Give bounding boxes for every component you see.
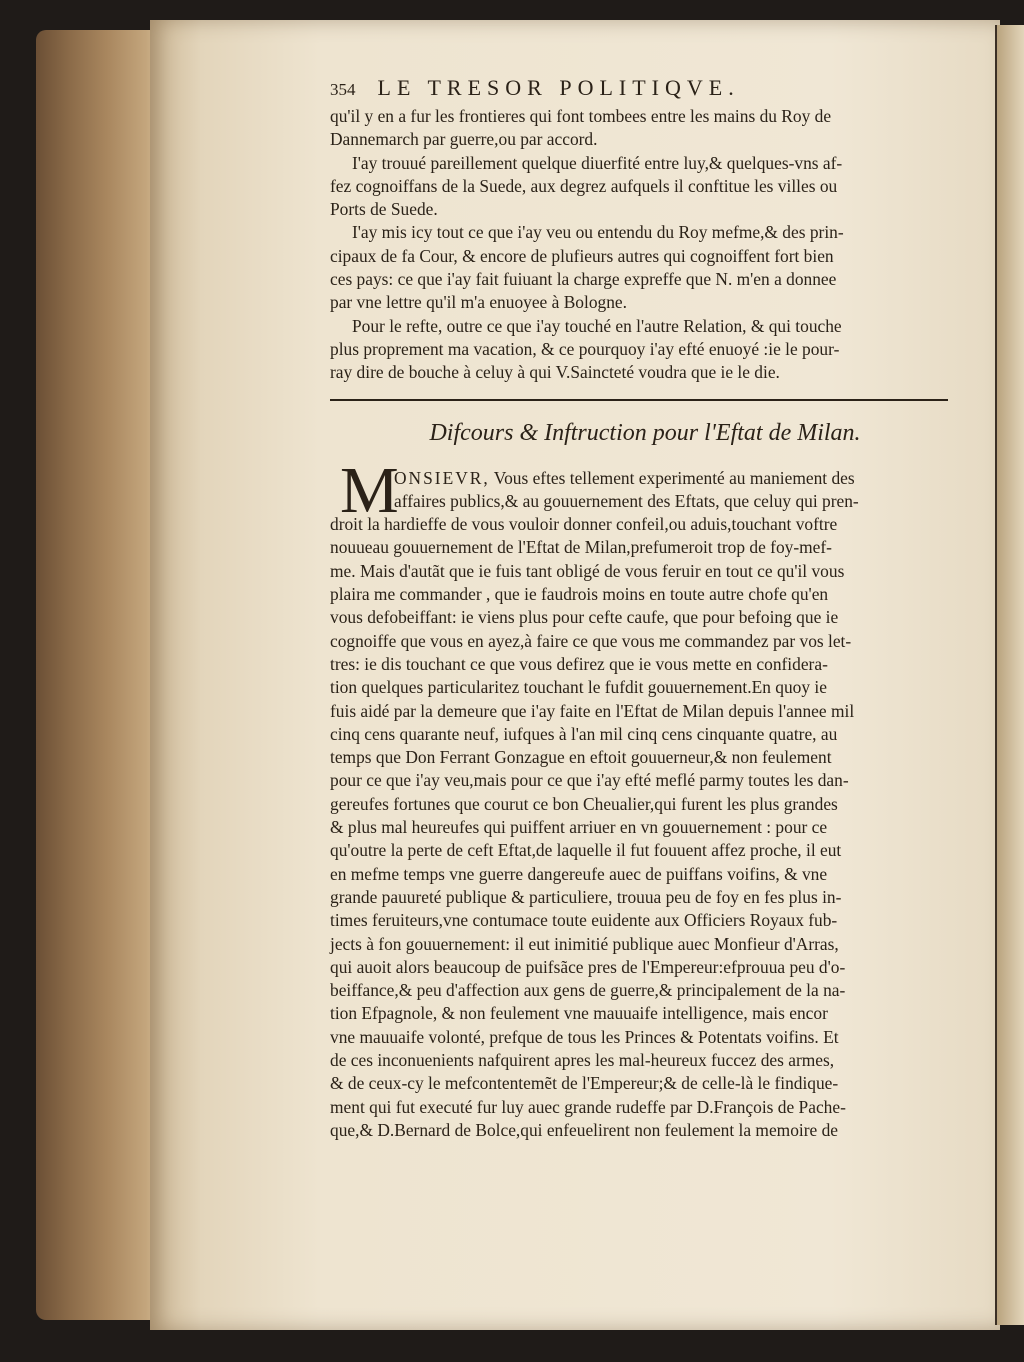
section-divider xyxy=(330,399,948,401)
text-line: par vne lettre qu'il m'a enuoyee à Bologne. xyxy=(330,292,627,313)
text-line: I'ay mis icy tout ce que i'ay veu ou entendu du Roy mefme,& des prin- xyxy=(352,222,844,243)
text-line: fez cognoiffans de la Suede, aux degrez aufquels il conftitue les villes ou xyxy=(330,175,838,196)
text-line: ray dire de bouche à celuy à qui V.Saincteté voudra que ie le die. xyxy=(330,362,780,383)
running-header xyxy=(330,75,960,105)
text-line: & plus mal heureufes qui puiffent arriuer en vn gouuernement : pour ce xyxy=(330,817,828,838)
text-line: nouueau gouuernement de l'Eftat de Milan,prefumeroit trop de foy-mef- xyxy=(330,537,832,558)
facing-page-edge xyxy=(995,25,1024,1325)
text-line: plus proprement ma vacation, & ce pourquoy i'ay efté enuoyé :ie le pour- xyxy=(330,338,840,359)
text-line: qui auoit alors beaucoup de puifsãce pres de l'Empereur:efprouua peu d'o- xyxy=(330,956,846,977)
text-line: droit la hardieffe de vous vouloir donner confeil,ou aduis,touchant voftre xyxy=(330,514,838,535)
discours-text xyxy=(330,453,960,1143)
text-line: qu'outre la perte de ceft Eftat,de laquelle il fut fouuent affez proche, il eut xyxy=(330,840,842,861)
text-line: Pour le refte, outre ce que i'ay touché en l'autre Relation, & qui touche xyxy=(352,315,842,336)
paragraph-continuation xyxy=(330,105,960,152)
text-line: cipaux de fa Cour, & encore de plufieurs autres qui cognoiffent fort bien xyxy=(330,245,834,266)
text-line: gereufes fortunes que courut ce bon Cheualier,qui furent les plus grandes xyxy=(330,793,838,814)
text-fragment: Vous eftes tellement experimenté au maniement des xyxy=(489,467,855,488)
paragraph xyxy=(330,315,960,385)
text-line: cinq cens quarante neuf, iufques à l'an mil cinq cens cinquante quatre, au xyxy=(330,723,838,744)
page-number: 354 xyxy=(330,80,356,99)
text-line: fuis aidé par la demeure que i'ay faite en l'Eftat de Milan depuis l'annee mil xyxy=(330,700,855,721)
text-line: me. Mais d'autãt que ie fuis tant obligé de vous feruir en tout ce qu'il vous xyxy=(330,560,845,581)
paragraph xyxy=(330,221,960,314)
text-line: que,& D.Bernard de Bolce,qui enfeuelirent non feulement la memoire de xyxy=(330,1119,839,1140)
text-line: times feruiteurs,vne contumace toute euidente aux Officiers Royaux fub- xyxy=(330,910,838,931)
text-line: qu'il y en a fur les frontieres qui font tombees entre les mains du Roy de xyxy=(330,106,832,126)
text-line xyxy=(330,467,960,490)
text-line: affaires publics,& au gouuernement des Eftats, que celuy qui pren- xyxy=(394,490,859,511)
drop-cap: M xyxy=(340,453,399,527)
text-line: en mefme temps vne guerre dangereufe auec de puiffans voifins, & vne xyxy=(330,863,828,884)
text-line: pour ce que i'ay veu,mais pour ce que i'ay efté meflé parmy toutes les dan- xyxy=(330,770,849,791)
text-line: I'ay trouué pareillement quelque diuerfité entre luy,& quelques-vns af- xyxy=(352,152,843,173)
text-line: Ports de Suede. xyxy=(330,199,438,220)
text-line: de ces inconuenients nafquirent apres les mal-heureux fuccez des armes, xyxy=(330,1049,835,1070)
opening-word: ONSIEVR, xyxy=(394,467,490,488)
paragraph xyxy=(330,152,960,222)
text-line: tres: ie dis touchant ce que vous defirez que ie vous mette en confidera- xyxy=(330,653,828,674)
text-line: ces pays: ce que i'ay fait fuiuant la charge expreffe que N. m'en a donnee xyxy=(330,269,837,290)
section-title: Difcours & Inftruction pour l'Eftat de Milan. xyxy=(429,419,861,446)
text-line: beiffance,& peu d'affection aux gens de guerre,& principalement de la na- xyxy=(330,980,846,1001)
text-line: & de ceux-cy le mefcontentemẽt de l'Empereur;& de celle-là le findique- xyxy=(330,1073,839,1094)
text-line: Dannemarch par guerre,ou par accord. xyxy=(330,129,598,150)
text-line: tion Efpagnole, & non feulement vne mauuaife intelligence, mais encor xyxy=(330,1003,828,1024)
text-line: vne mauuaife volonté, prefque de tous les Princes & Potentats voifins. Et xyxy=(330,1026,839,1047)
text-line: ment qui fut executé fur luy auec grande rudeffe par D.François de Pache- xyxy=(330,1096,846,1117)
text-line: vous defobeiffant: ie viens plus pour cefte caufe, que pour befoing que ie xyxy=(330,607,839,628)
text-line: plaira me commander , que ie faudrois moins en toute autre chofe qu'en xyxy=(330,584,829,605)
page-content xyxy=(330,75,960,1142)
text-line: jects à fon gouuernement: il eut inimitié publique auec Monfieur d'Arras, xyxy=(330,933,839,954)
book-fore-edge xyxy=(36,30,166,1320)
text-line: temps que Don Ferrant Gonzague en eftoit gouuerneur,& non feulement xyxy=(330,747,832,768)
text-line: grande pauureté publique & particuliere, trouua peu de foy en fes plus in- xyxy=(330,886,842,907)
text-line: tion quelques particularitez touchant le fufdit gouuernement.En quoy ie xyxy=(330,677,827,698)
running-title: LE TRESOR POLITIQVE. xyxy=(377,75,740,100)
text-line: cognoiffe que vous en ayez,à faire ce que vous me commandez par vos let- xyxy=(330,630,852,651)
